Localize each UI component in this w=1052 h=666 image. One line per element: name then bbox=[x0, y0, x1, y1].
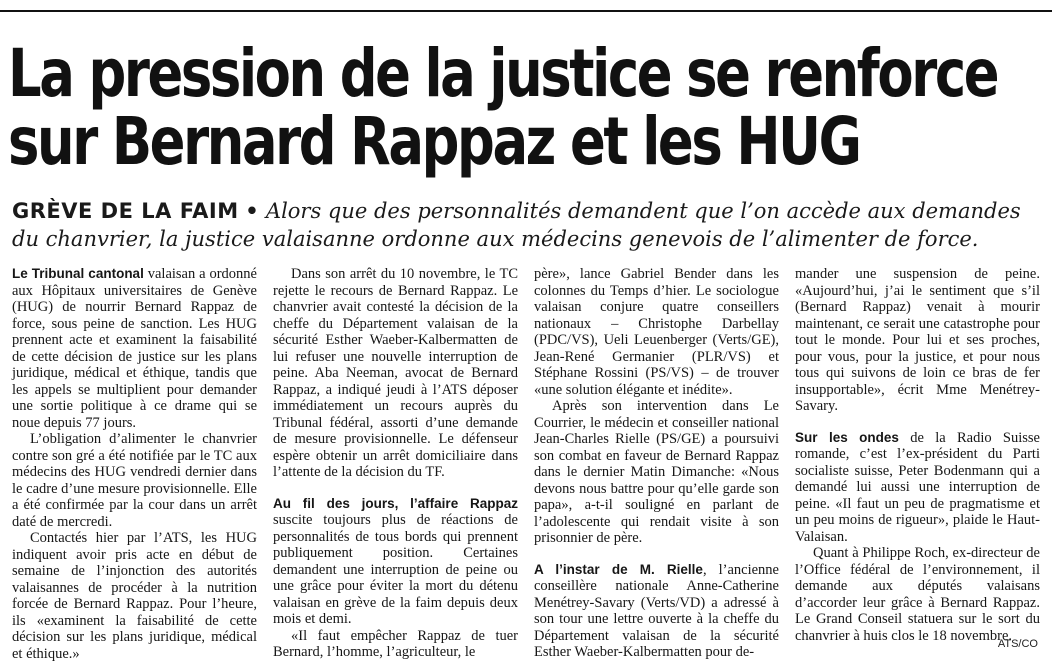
column-3 bbox=[534, 266, 779, 660]
paragraph: Dans son arrêt du 10 novembre, le TC rejette le recours de Bernard Rappaz. Le chanvrier avait contesté la décision de la cheffe du Département valaisan de la sécurité Esther Waeber-Kalbermatten de lui refuser une nouvelle interruption de peine. Aba Neeman, avocat de Bernard Rappaz, a indiqué jeudi à l’ATS déposer immédiatement un recours auprès du Tribunal fédéral, assorti d’une demande de mesure provisionnelle. Le défenseur espère obtenir un arrêt domiciliaire dans l’attente de la décision du TF. bbox=[273, 266, 518, 480]
paragraph: «Il faut empêcher Rappaz de tuer Bernard, l’homme, l’agriculteur, le bbox=[273, 627, 518, 660]
standfirst bbox=[12, 197, 1042, 253]
paragraph: Quant à Philippe Roch, ex-directeur de l’Office fédéral de l’environnement, il demande aux députés valaisans d’accorder leur grâce à Bernard Rappaz. Le Grand Conseil statuera sur le sort du chanvrier à huis clos le 18 novembre. bbox=[795, 545, 1040, 644]
top-rule bbox=[0, 10, 1052, 12]
lead-in: Sur les ondes bbox=[795, 429, 899, 445]
bullet: • bbox=[245, 199, 260, 223]
paragraph: Le Tribunal cantonal valaisan a ordonné aux Hôpitaux universitaires de Genève (HUG) de nourrir Bernard Rappaz de force, sous peine de sanction. Les HUG prennent acte et examinent la faisabilité de cette décision de justice sur les plans juridique, médical et éthique, tandis que les appels se multiplient pour demander une sortie politique à ce drame qui se noue depuis 77 jours. bbox=[12, 266, 257, 431]
paragraph: Après son intervention dans Le Courrier, le médecin et conseiller national Jean-Charles Rielle (PS/GE) a poursuivi son combat en faveur de Bernard Rappaz dans le dernier Matin Dimanche: «Nous devons nous battre pour qu’elle garde son papa», a-t-il souligné en parlant de l’adolescente qui rendait visite à son prisonnier de père. bbox=[534, 398, 779, 546]
lead-in: Le Tribunal cantonal bbox=[12, 266, 144, 281]
column-2 bbox=[273, 266, 518, 660]
paragraph: père», lance Gabriel Bender dans les colonnes du Temps d’hier. Le sociologue valaisan conjure quatre conseillers nationaux – Christophe Darbellay (PDC/VS), Ueli Leuenberger (Verts/GE), Jean-René Germanier (PLR/VS) et Stéphane Rossini (PS/VS) – de trouver «une solution élégante et inédite». bbox=[534, 266, 779, 398]
headline-line-2: sur Bernard Rappaz et les HUG bbox=[8, 103, 860, 180]
dek: Alors que des personnalités demandent que l’on accède aux demandes du chanvrier, la justice valaisanne ordonne aux médecins genevois de l’alimenter de force. bbox=[12, 199, 1021, 251]
paragraph: mander une suspension de peine. «Aujourd’hui, j’ai le sentiment que s’il (Bernard Rappaz) venait à mourir maintenant, ce serait une catastrophe pour tout le monde. Pour lui et ses proches, pour vous, pour la justice, et pour nous tous qui suivons de loin ce bras de fer insupportable», écrit Mme Menétrey-Savary. bbox=[795, 266, 1040, 414]
paragraph: Sur les ondes de la Radio Suisse romande, c’est l’ex-président du Parti socialiste suisse, Peter Bodenmann qui a demandé lui aussi une interruption de peine. «Il faut un peu de pragmatisme et un peu moins de rigueur», plaide le Haut-Valaisan. bbox=[795, 429, 1040, 545]
credit: ATS/CO bbox=[997, 638, 1038, 650]
paragraph: A l’instar de M. Rielle, l’ancienne conseillère nationale Anne-Catherine Menétrey-Savary (Verts/VD) a adressé à son tour une lettre ouverte à la cheffe du Département valaisan de la sécurité Esther Waeber-Kalbermatten pour de- bbox=[534, 561, 779, 660]
headline bbox=[8, 35, 998, 180]
paragraph: Au fil des jours, l’affaire Rappaz suscite toujours plus de réactions de personnalités de tous bords qui prennent publiquement position. Certaines demandent une interruption de peine ou une grâce pour éviter la mort du détenu valaisan en grève de la faim depuis deux mois et demi. bbox=[273, 495, 518, 627]
paragraph: Contactés hier par l’ATS, les HUG indiquent avoir pris acte en début de semaine de l’injonction des autorités valaisannes de procéder à la nutrition forcée de Bernard Rappaz. Pour l’heure, ils «examinent la faisabilité de cette décision sur les plans juridique, médical et éthique.» bbox=[12, 530, 257, 662]
kicker: GRÈVE DE LA FAIM bbox=[12, 199, 239, 223]
column-1 bbox=[12, 266, 257, 662]
lead-in: Au fil des jours, l’affaire Rappaz bbox=[273, 495, 518, 511]
lead-in: A l’instar de M. Rielle bbox=[534, 561, 703, 577]
headline-line-1: La pression de la justice se renforce bbox=[8, 35, 998, 112]
paragraph: L’obligation d’alimenter le chanvrier contre son gré a été notifiée par le TC aux médecins des HUG vendredi dernier dans le cadre d’une mesure provisionnelle. Elle a été confirmée par la cour dans un arrêt daté de mercredi. bbox=[12, 431, 257, 530]
